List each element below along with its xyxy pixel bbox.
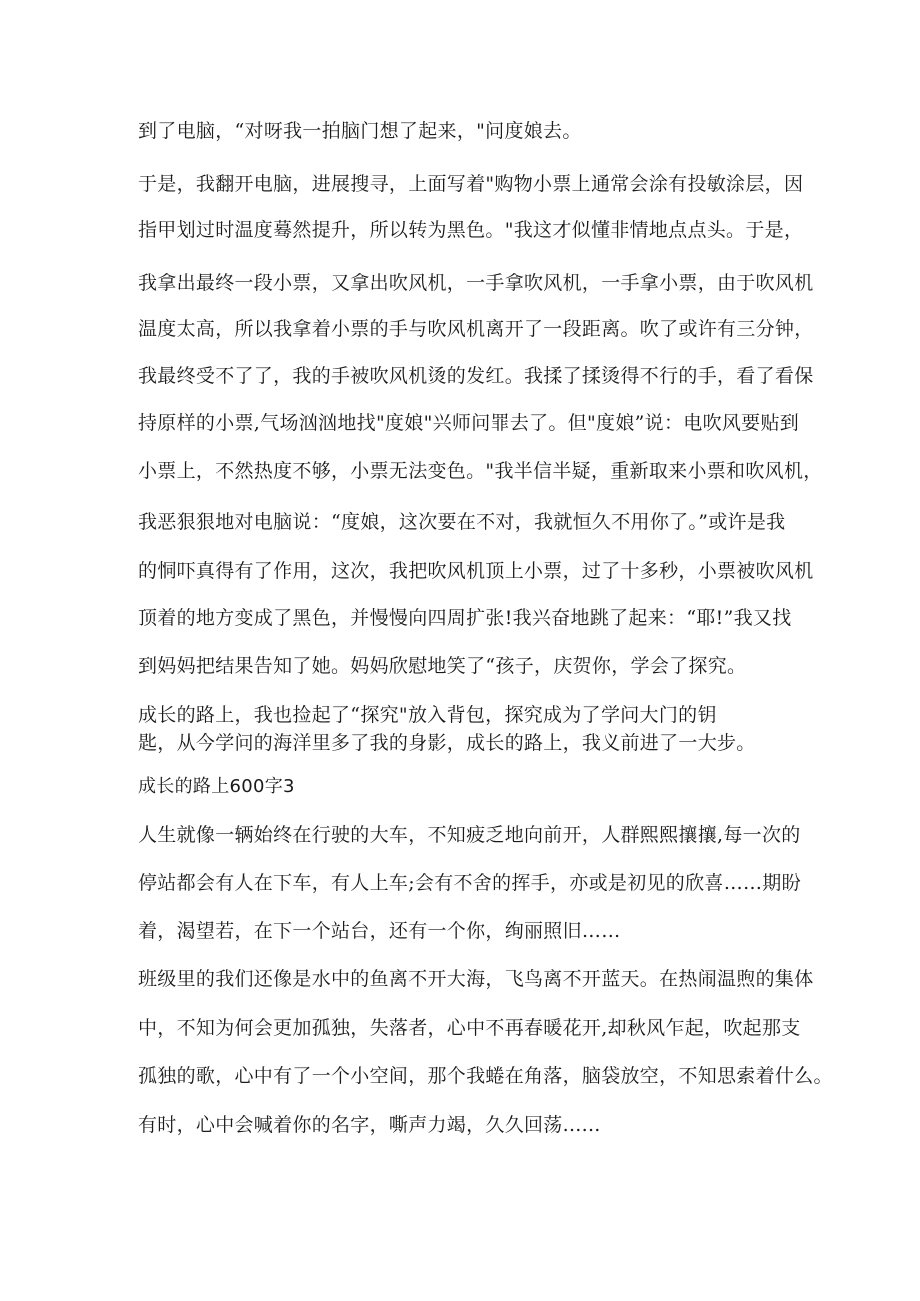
- text-line: 停站都会有人在下车，有人上车;会有不舍的挥手，亦或是初见的欣喜……期盼: [138, 872, 801, 894]
- text-line: 的恫吓真得有了作用，这次，我把吹风机顶上小票，过了十多秒，小票被吹风机: [138, 560, 814, 582]
- text-line: 小票上，不然热度不够，小票无法变色。"我半信半疑，重新取来小票和吹风机，: [138, 460, 823, 482]
- text-line: 到妈妈把结果告知了她。妈妈欣慰地笑了“孩子，庆贺你，学会了探究。: [138, 655, 747, 677]
- text-line: 顶着的地方变成了黑色，并慢慢向四周扩张!我兴奋地跳了起来：“耶!”我又找: [138, 607, 792, 629]
- text-line: 孤独的歌，心中有了一个小空间，那个我蜷在角落，脑袋放空，不知思索着什么。: [138, 1065, 833, 1087]
- text-line: 班级里的我们还像是水中的鱼离不开大海，飞鸟离不开蓝天。在热闹温煦的集体: [138, 968, 814, 990]
- text-line: 有时，心中会喊着你的名字，嘶声力竭，久久回荡......: [138, 1114, 601, 1136]
- text-line: 温度太高，所以我拿着小票的手与吹风机离开了一段距离。吹了或许有三分钟，: [138, 318, 814, 340]
- text-line: 持原样的小票,气场汹汹地找"度娘"兴师问罪去了。但"度娘”说：电吹风要贴到: [138, 412, 800, 434]
- text-line: 成长的路上，我也捡起了“探究"放入背包，探究成为了学问大门的钥: [138, 704, 717, 726]
- text-line: 匙，从今学问的海洋里多了我的身影，成长的路上，我义前进了一大步。: [138, 732, 756, 754]
- section-heading: 成长的路上600字3: [138, 776, 295, 797]
- text-line: 人生就像一辆始终在行驶的大车，不知疲乏地向前开，人群熙熙攘攘,每一次的: [138, 824, 801, 846]
- text-line: 于是，我翻开电脑，进展搜寻，上面写着"购物小票上通常会涂有投敏涂层，因: [138, 173, 804, 195]
- text-line: 着，渴望若，在下一个站台，还有一个你，绚丽照旧……: [138, 920, 621, 942]
- text-line: 中，不知为何会更加孤独，失落者，心中不再春暖花开,却秋风乍起，吹起那支: [138, 1017, 801, 1039]
- text-line: 我拿出最终一段小票，又拿出吹风机，一手拿吹风机，一手拿小票，由于吹风机: [138, 272, 814, 294]
- text-line: 我最终受不了了，我的手被吹风机烫的发红。我揉了揉烫得不行的手，看了看保: [138, 365, 814, 387]
- text-line: 我恶狠狠地对电脑说：“度娘，这次要在不对，我就恒久不用你了。”或许是我: [138, 511, 786, 533]
- text-line: 指甲划过时温度蓦然提升，所以转为黑色。"我这才似懂非情地点点头。于是，: [138, 219, 804, 241]
- text-line: 到了电脑，“对呀我一拍脑门想了起来，"问度娘去。: [138, 120, 582, 142]
